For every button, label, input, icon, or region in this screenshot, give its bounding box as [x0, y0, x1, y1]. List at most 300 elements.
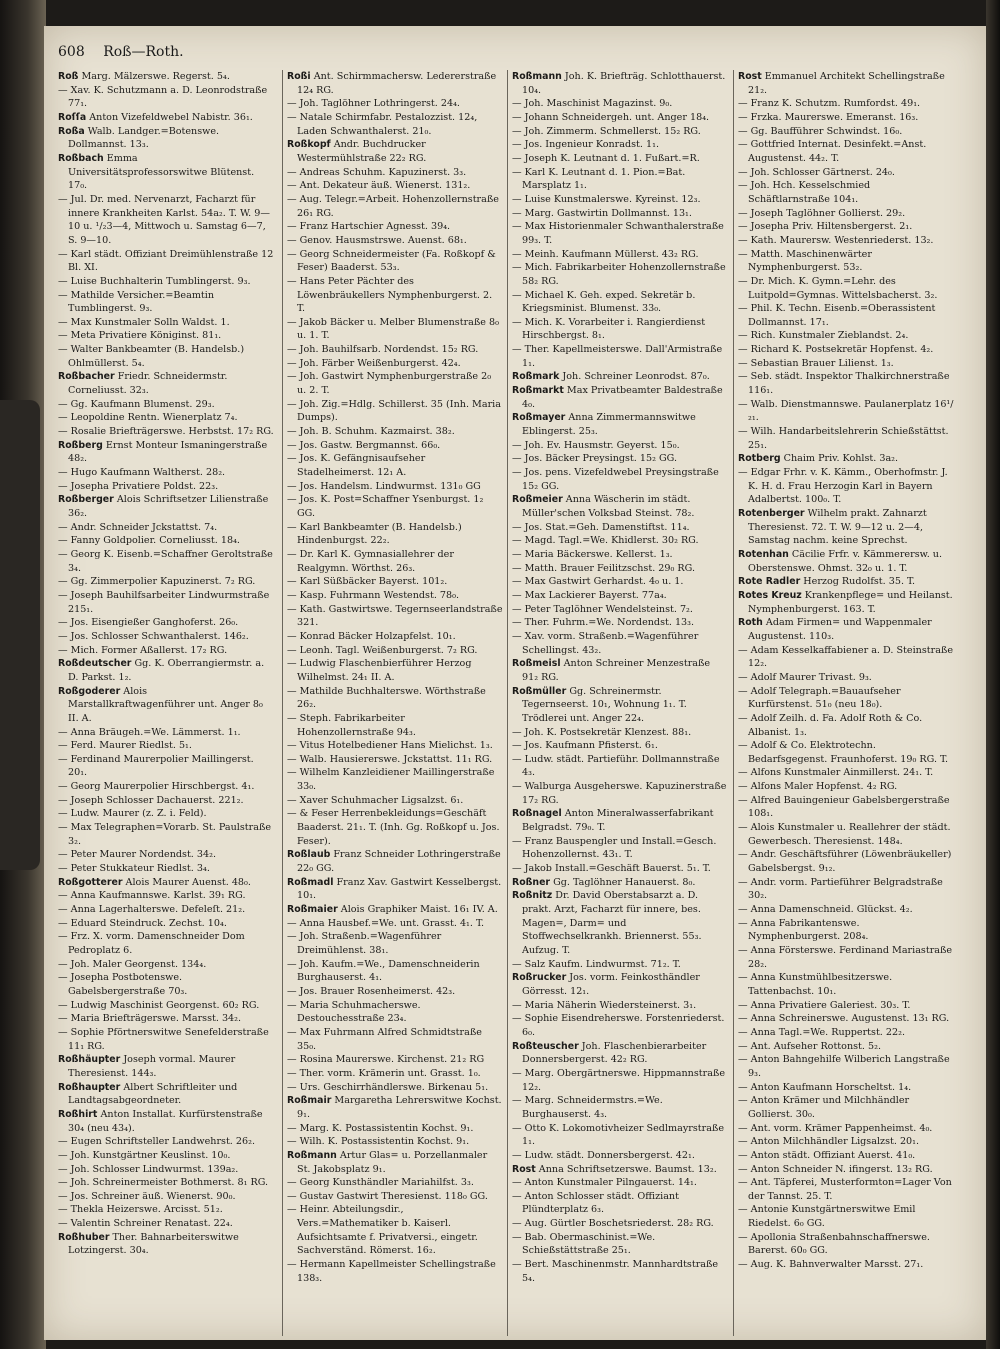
directory-entry: [287, 1053, 503, 1067]
entry-text: Anton Installat. Kurfürstenstraße 30₄ (neu 43₄).: [68, 1108, 263, 1134]
directory-entry: [738, 739, 954, 766]
directory-entry: [738, 616, 954, 643]
directory-entry: [738, 876, 954, 903]
surname-heading: Roßmadl: [287, 876, 334, 888]
entry-text: — Jos. Handelsm. Lindwurmst. 131₀ GG: [287, 480, 481, 492]
entry-text: — Franz K. Schutzm. Rumfordst. 49₁.: [738, 98, 921, 110]
entry-text: Franz Schneider Lothringerstraße 22₀ GG.: [297, 849, 501, 875]
entry-text: — Alfred Bauingenieur Gabelsbergerstraße 108₁.: [738, 794, 950, 820]
directory-entry: [287, 1081, 503, 1095]
directory-entry: [287, 575, 503, 589]
directory-entry: [512, 780, 728, 807]
directory-entry: [287, 521, 503, 548]
surname-heading: Rotenhan: [738, 548, 789, 560]
entry-text: — Phil. K. Techn. Eisenb.=Oberassistent Dollmannst. 17₁.: [738, 303, 936, 328]
directory-entry: [512, 138, 728, 152]
surname-heading: Roßmeisl: [512, 658, 561, 670]
entry-text: — Kasp. Fuhrmann Westendst. 78₀.: [287, 589, 460, 601]
directory-entry: [512, 261, 728, 288]
entry-text: — Andr. vorm. Partieführer Belgradstraße 30₂.: [738, 876, 943, 902]
entry-text: — Adolf Maurer Trivast. 9₃.: [738, 671, 872, 683]
directory-entry: [512, 384, 728, 411]
directory-entry: [738, 903, 954, 917]
directory-entry: [738, 1135, 954, 1149]
directory-entry: [287, 452, 503, 479]
directory-entry: [58, 1053, 274, 1080]
surname-heading: Roßmeier: [512, 494, 563, 506]
entry-text: — Max Kunstmaler Solln Waldst. 1.: [58, 316, 230, 328]
directory-entry: [287, 1067, 503, 1081]
directory-entry: [287, 1026, 503, 1053]
directory-entry: [512, 835, 728, 862]
entry-text: — Joh. Zimmerm. Schmellerst. 15₂ RG.: [512, 125, 701, 137]
directory-entry: [512, 493, 728, 520]
surname-heading: Roßgotterer: [58, 876, 123, 888]
directory-entry: [287, 903, 503, 917]
entry-text: — Anna Kaufmannswe. Karlst. 39₁ RG.: [58, 890, 246, 902]
entry-text: — Sophie Eisendreherswe. Forstenriederst. 6₀.: [512, 1013, 725, 1038]
entry-text: — Johann Schneidergeh. unt. Anger 18₄.: [512, 111, 710, 123]
directory-entry: [738, 944, 954, 971]
entry-text: Marg. Mälzerswe. Regerst. 5₄.: [81, 71, 230, 82]
surname-heading: Roßhäupter: [58, 1054, 121, 1066]
directory-entry: [58, 1176, 274, 1190]
directory-entry: [58, 1012, 274, 1026]
entry-text: — Ant. Aufseher Rottonst. 5₂.: [738, 1040, 881, 1052]
directory-entry: [287, 739, 503, 753]
entry-text: — Gg. Kaufmann Blumenst. 29₃.: [58, 398, 215, 410]
entry-text: — Josepha Postbotenswe. Gabelsbergerstraße 70₃.: [58, 972, 188, 997]
directory-entry: [738, 329, 954, 343]
entry-text: — Adam Kesselkaffabiener a. D. Steinstraße 12₂.: [738, 644, 953, 670]
directory-entry: [738, 275, 954, 302]
directory-entry: [58, 316, 274, 330]
directory-entry: [58, 425, 274, 439]
entry-text: — Seb. städt. Inspektor Thalkirchnerstraße 116₁.: [738, 371, 950, 397]
directory-entry: [512, 166, 728, 193]
directory-entry: [738, 398, 954, 425]
directory-entry: [287, 712, 503, 739]
entry-text: Gg. Taglöhner Hanauerst. 8₀.: [553, 876, 696, 888]
entry-text: — Adolf Zeilh. d. Fa. Adolf Roth & Co. Albanist. 1₃.: [738, 712, 923, 738]
entry-text: — Alfons Maler Hopfenst. 4₂ RG.: [738, 781, 898, 793]
directory-entry: [287, 807, 503, 848]
directory-entry: [287, 1190, 503, 1204]
entry-text: — Jos. K. Gefängnisaufseher Stadelheimerst. 12₁ A.: [287, 453, 426, 479]
directory-entry: [58, 1203, 274, 1217]
entry-text: — Rosina Maurerswe. Kirchenst. 21₂ RG: [287, 1054, 485, 1066]
directory-entry: [512, 1190, 728, 1217]
entry-text: — Kath. Maurersw. Westenriederst. 13₂.: [738, 234, 934, 246]
directory-entry: [287, 398, 503, 425]
entry-text: — Fanny Goldpolier. Corneliusst. 18₄.: [58, 535, 240, 547]
directory-entry: [738, 766, 954, 780]
entry-text: Franz Xav. Gastwirt Kesselbergst. 10₁.: [297, 876, 502, 902]
surname-heading: Roßner: [512, 876, 551, 888]
directory-entry: [58, 739, 274, 753]
directory-entry: [287, 603, 503, 630]
entry-text: — Sebastian Brauer Lilienst. 1₃.: [738, 357, 894, 369]
entry-text: — Xaver Schuhmacher Ligsalzst. 6₁.: [287, 794, 464, 806]
directory-entry: [512, 466, 728, 493]
directory-entry: [287, 425, 503, 439]
directory-entry: [738, 575, 954, 589]
directory-entry: [738, 370, 954, 397]
directory-entry: [287, 166, 503, 180]
entry-text: — Anton Schneider N. ifingerst. 13₂ RG.: [738, 1163, 933, 1175]
surname-heading: Roßhuber: [58, 1231, 110, 1243]
directory-entry: [287, 958, 503, 985]
entry-text: — Maria Briefträgerswe. Marsst. 34₂.: [58, 1013, 242, 1025]
surname-heading: Roßnagel: [512, 808, 562, 820]
surname-heading: Roßmann: [512, 71, 562, 82]
entry-text: — Maria Näherin Wiedersteinerst. 3₁.: [512, 999, 697, 1011]
directory-entry: [58, 903, 274, 917]
directory-entry: [287, 70, 503, 97]
entry-text: — Franz Hartschier Agnesst. 39₄.: [287, 221, 451, 233]
entry-text: Emmanuel Architekt Schellingstraße 21₂.: [748, 71, 945, 96]
entry-text: — Mich. Former Aßallerst. 17₂ RG.: [58, 644, 228, 656]
surname-heading: Roßberg: [58, 439, 103, 451]
entry-text: — Josepha Priv. Hiltensbergerst. 2₁.: [738, 221, 913, 233]
entry-text: — Jakob Install.=Geschäft Bauerst. 5₁. T.: [512, 863, 711, 875]
entry-text: — Karl K. Leutnant d. 1. Pion.=Bat. Marsplatz 1₁.: [512, 166, 686, 192]
entry-text: — Hans Peter Pächter des Löwenbräukellers Nymphenburgerst. 2. T.: [287, 275, 493, 315]
directory-entry: [738, 848, 954, 875]
entry-text: Cäcilie Frfr. v. Kämmerersw. u. Oberstenswe. Ohmst. 32₀ u. 1. T.: [748, 548, 943, 574]
directory-entry: [287, 357, 503, 371]
directory-entry: [287, 97, 503, 111]
directory-entry: [58, 917, 274, 931]
directory-entry: [287, 370, 503, 397]
entry-text: — Anna Damenschneid. Glückst. 4₂.: [738, 904, 913, 916]
entry-text: — Anna Tagl.=We. Ruppertst. 22₂.: [738, 1026, 906, 1038]
directory-entry: [58, 480, 274, 494]
surname-heading: Roßmaier: [287, 904, 338, 916]
entry-text: — Heinr. Abteilungsdir., Vers.=Mathematiker b. Kaiserl. Aufsichtsamte f. Privatversi., eingetr. Sachverständ. Römerst. 16₂.: [287, 1204, 478, 1257]
directory-entry: [512, 548, 728, 562]
entry-text: — Jos. K. Post=Schaffner Ysenburgst. 1₂ GG.: [287, 494, 484, 519]
entry-text: — Anna Privatiere Galeriest. 30₃. T.: [738, 999, 911, 1011]
directory-entry: [287, 685, 503, 712]
entry-text: — Eduard Steindruck. Zechst. 10₄.: [58, 917, 227, 929]
directory-entry: [58, 616, 274, 630]
directory-entry: [738, 166, 954, 180]
entry-text: — Joseph K. Leutnant d. 1. Fußart.=R.: [512, 152, 700, 164]
entry-text: — Franz Bauspengler und Install.=Gesch. Hohenzollernst. 43₁. T.: [512, 835, 717, 861]
directory-entry: [58, 794, 274, 808]
entry-text: — Matth. Maschinenwärter Nymphenburgerst. 53₂.: [738, 248, 872, 274]
directory-entry: [287, 1149, 503, 1176]
directory-entry: [512, 589, 728, 603]
entry-text: — Frzka. Maurerswe. Emeranst. 16₃.: [738, 111, 919, 123]
entry-text: — Georg Kunsthändler Mariahilfst. 3₃.: [287, 1177, 474, 1189]
directory-entry: [58, 889, 274, 903]
directory-entry: [58, 1026, 274, 1053]
entry-text: — Jos. Schlosser Schwanthalerst. 146₂.: [58, 630, 249, 642]
directory-entry: [58, 248, 274, 275]
entry-text: — Ludw. städt. Donnersbergerst. 42₁.: [512, 1149, 695, 1161]
entry-text: — Anna Fabrikantenswe. Nymphenburgerst. 208₄.: [738, 917, 869, 943]
entry-text: — Apollonia Straßenbahnschaffnerswe. Barerst. 60₀ GG.: [738, 1231, 930, 1257]
entry-text: — Joh. Schlosser Lindwurmst. 139a₂.: [58, 1163, 239, 1175]
entry-text: — Steph. Fabrikarbeiter Hohenzollernstraße 94₃.: [287, 712, 416, 738]
entry-text: — Alois Kunstmaler u. Reallehrer der städt. Gewerbesch. Theresienst. 148₄.: [738, 822, 951, 847]
entry-text: — Edgar Frhr. v. K. Kämm., Oberhofmstr. J. K. H. d. Frau Herzogin Karl in Bayern Adalbertst. 100₀. T.: [738, 467, 948, 506]
directory-entry: [512, 343, 728, 370]
directory-entry: [58, 289, 274, 316]
entry-text: — Bab. Obermaschinist.=We. Schießstättstraße 25₁.: [512, 1231, 656, 1257]
entry-text: — Georg Schneidermeister (Fa. Roßkopf & Feser) Baaderst. 53₃.: [287, 248, 496, 274]
entry-text: — Jos. Bäcker Preysingst. 15₂ GG.: [512, 453, 678, 465]
directory-entry: [287, 630, 503, 644]
directory-entry: [512, 876, 728, 890]
directory-entry: [738, 1040, 954, 1054]
entry-text: Alois Graphiker Maist. 16₁ IV. A.: [340, 904, 498, 916]
directory-entry: [58, 193, 274, 248]
directory-entry: [58, 1163, 274, 1177]
entry-text: — Anna Kunstmühlbesitzerswe. Tattenbachst. 10₁.: [738, 972, 893, 997]
entry-text: — Karl städt. Offiziant Dreimühlenstraße 12 Bl. XI.: [58, 248, 274, 274]
entry-text: — Meta Privatiere Königinst. 81₁.: [58, 330, 222, 342]
entry-text: — Gustav Gastwirt Theresienst. 118₀ GG.: [287, 1190, 488, 1202]
directory-entry: [512, 958, 728, 972]
directory-entry: [287, 234, 503, 248]
entry-text: Anton Vizefeldwebel Nabistr. 36₁.: [89, 111, 253, 123]
entry-text: Margaretha Lehrerswitwe Kochst. 9₁.: [297, 1095, 502, 1120]
entry-text: — Ludw. städt. Partieführ. Dollmannstraße 4₃.: [512, 753, 720, 779]
directory-entry: [287, 275, 503, 316]
entry-text: — Konrad Bäcker Holzapfelst. 10₁.: [287, 630, 456, 642]
entry-text: — Jos. Kaufmann Pfisterst. 6₁.: [512, 740, 658, 752]
entry-text: — Joseph Bauhilfsarbeiter Lindwurmstraße 215₁.: [58, 589, 270, 615]
directory-entry: [58, 466, 274, 480]
directory-entry: [58, 657, 274, 684]
entry-text: Anna Zimmermannswitwe Eblingerst. 25₃.: [522, 412, 696, 438]
entry-text: — Joh. Gastwirt Nymphenburgerstraße 2₀ u. 2. T.: [287, 371, 492, 397]
entry-text: — Gottfried Internat. Desinfekt.=Anst. Augustenst. 44₂. T.: [738, 139, 927, 164]
entry-text: — Xav. vorm. Straßenb.=Wagenführer Schellingst. 43₂.: [512, 630, 699, 656]
directory-entry: [512, 1176, 728, 1190]
entry-text: — Wilh. K. Postassistentin Kochst. 9₁.: [287, 1136, 470, 1148]
directory-entry: [738, 1258, 954, 1272]
entry-text: — Mathilde Buchhalterswe. Wörthstraße 26₂.: [287, 685, 486, 711]
entry-text: — Valentin Schreiner Renatast. 22₄.: [58, 1218, 233, 1230]
directory-entry: [287, 493, 503, 520]
directory-entry: [512, 111, 728, 125]
surname-heading: Rost: [738, 71, 762, 82]
directory-entry: [58, 685, 274, 726]
directory-entry: [58, 70, 274, 84]
entry-text: — Anna Schreinerswe. Augustenst. 13₁ RG.: [738, 1013, 950, 1025]
directory-entry: [738, 1149, 954, 1163]
directory-entry: [738, 1203, 954, 1230]
entry-text: — Anton Bahngehilfe Wilberich Langstraße 9₃.: [738, 1054, 950, 1079]
directory-entry: [58, 398, 274, 412]
directory-entry: [512, 726, 728, 740]
directory-entry: [512, 1217, 728, 1231]
directory-entry: [512, 248, 728, 262]
entry-text: — Adolf Telegraph.=Bauaufseher Kurfürstenst. 51₀ (neu 18₀).: [738, 685, 901, 711]
directory-entry: [512, 603, 728, 617]
entry-text: — Joh. Zig.=Hdlg. Schillerst. 35 (Inh. Maria Dumps).: [287, 398, 501, 424]
directory-entry: [58, 726, 274, 740]
directory-entry: [738, 685, 954, 712]
entry-text: — Anna Lagerhalterswe. Defeleſt. 21₂.: [58, 904, 246, 916]
directory-entry: [738, 821, 954, 848]
directory-entry: [738, 794, 954, 821]
directory-entry: [512, 753, 728, 780]
directory-entry: [738, 138, 954, 165]
entry-text: — Salz Kaufm. Lindwurmst. 71₂. T.: [512, 958, 681, 970]
directory-entry: [287, 248, 503, 275]
directory-entry: [738, 644, 954, 671]
directory-entry: [512, 971, 728, 998]
directory-entry: [738, 1094, 954, 1121]
entry-text: — Vitus Hotelbediener Hans Mielichst. 1₃.: [287, 740, 493, 752]
directory-entry: [58, 1190, 274, 1204]
surname-heading: Rotenberger: [738, 508, 805, 519]
entry-text: — Aug. K. Bahnverwalter Marsst. 27₁.: [738, 1259, 924, 1271]
directory-entry: [738, 179, 954, 206]
entry-text: — Joh. K. Postsekretär Klenzest. 88₁.: [512, 726, 692, 738]
entry-text: — Magd. Tagl.=We. Khidlerst. 30₂ RG.: [512, 535, 699, 547]
directory-entry: [738, 220, 954, 234]
directory-entry: [512, 316, 728, 343]
entry-text: — Urs. Geschirrhändlerswe. Birkenau 5₁.: [287, 1081, 489, 1093]
directory-entry: [58, 575, 274, 589]
entry-text: — Joh. Maschinist Magazinst. 9₀.: [512, 98, 673, 110]
directory-entry: [738, 999, 954, 1013]
entry-text: — Aug. Gürtler Boschetsriederst. 28₂ RG.: [512, 1218, 714, 1230]
entry-text: — Jakob Bäcker u. Melber Blumenstraße 8₀ u. 1. T.: [287, 316, 499, 342]
entry-text: — Otto K. Lokomotivheizer Sedlmayrstraße 1₁.: [512, 1122, 725, 1148]
entry-text: Alois Schriftsetzer Lilienstraße 36₂.: [68, 494, 269, 519]
entry-text: — Rich. Kunstmaler Zieblandst. 2₄.: [738, 330, 909, 342]
entry-text: Ther. Bahnarbeiterswitwe Lotzingerst. 30₄.: [68, 1231, 239, 1257]
directory-entry: [287, 179, 503, 193]
surname-heading: Roßkopf: [287, 139, 331, 151]
directory-entry: [287, 999, 503, 1026]
entry-text: — Joh. Taglöhner Lothringerst. 24₄.: [287, 98, 460, 110]
directory-entry: [287, 193, 503, 220]
directory-entry: [738, 207, 954, 221]
directory-entry: [512, 97, 728, 111]
entry-text: Alois Maurer Auenst. 48₀.: [125, 876, 251, 888]
directory-entry: [512, 411, 728, 438]
directory-entry: [512, 630, 728, 657]
entry-text: — Gg. Baufführer Schwindst. 16₀.: [738, 125, 903, 137]
directory-entry: [512, 739, 728, 753]
entry-text: — Richard K. Postsekretär Hopfenst. 4₂.: [738, 344, 934, 356]
directory-entry: [738, 712, 954, 739]
column-1: [58, 70, 274, 1336]
directory-entry: [58, 343, 274, 370]
column-4: [733, 70, 954, 1336]
directory-entry: [58, 999, 274, 1013]
entry-text: — Antonie Kunstgärtnerswitwe Emil Riedelst. 6₀ GG.: [738, 1204, 916, 1230]
directory-entry: [512, 125, 728, 139]
directory-entry: [58, 848, 274, 862]
entry-text: Joh. Flaschenbierarbeiter Donnersbergerst. 42₂ RG.: [522, 1040, 707, 1066]
entry-text: — Anna Hausbef.=We. unt. Grasst. 4₁. T.: [287, 917, 485, 929]
entry-text: — Joh. Bauhilfsarb. Nordendst. 15₂ RG.: [287, 344, 479, 356]
directory-entry: [58, 1108, 274, 1135]
entry-text: — Leopoldine Rentn. Wienerplatz 7₄.: [58, 412, 238, 424]
directory-entry: [58, 862, 274, 876]
entry-text: — Walb. Hausiererswe. Jckstattst. 11₁ RG.: [287, 753, 493, 765]
surname-heading: Roßmüller: [512, 685, 567, 697]
directory-entry: [58, 84, 274, 111]
directory-entry: [58, 630, 274, 644]
surname-heading: Roßdeutscher: [58, 658, 132, 670]
directory-entry: [287, 1122, 503, 1136]
directory-entry: [738, 507, 954, 548]
entry-text: — Andreas Schuhm. Kapuzinerst. 3₃.: [287, 166, 467, 178]
entry-text: Artur Glas= u. Porzellanmaler St. Jakobsplatz 9₁.: [297, 1149, 488, 1175]
directory-entry: [512, 616, 728, 630]
directory-entry: [512, 1231, 728, 1258]
directory-entry: [58, 329, 274, 343]
entry-text: — Andr. Geschäftsführer (Löwenbräukeller) Gabelsbergst. 9₁₂.: [738, 849, 952, 875]
entry-text: — Ludwig Maschinist Georgenst. 60₂ RG.: [58, 999, 260, 1011]
directory-entry: [58, 275, 274, 289]
entry-text: — Sophie Pförtnerswitwe Senefelderstraße 11₁ RG.: [58, 1026, 269, 1052]
directory-entry: [58, 807, 274, 821]
entry-text: — & Feser Herrenbekleidungs=Geschäft Baaderst. 21₁. T. (Inh. Gg. Roßkopf u. Jos. Feser).: [287, 808, 500, 847]
directory-entry: [287, 753, 503, 767]
entry-text: — Natale Schirmfabr. Pestalozzist. 12₄, Laden Schwanthalerst. 21₀.: [287, 111, 478, 137]
entry-text: — Alfons Kunstmaler Ainmillerst. 24₁. T.: [738, 767, 934, 779]
column-2: [282, 70, 503, 1336]
directory-entry: [738, 1026, 954, 1040]
directory-entry: [738, 589, 954, 616]
directory-entry: [287, 316, 503, 343]
directory-entry: [738, 548, 954, 575]
entry-text: Friedr. Schneidermstr. Corneliusst. 32₃.: [68, 371, 228, 397]
surname-heading: Roßmayer: [512, 412, 566, 424]
entry-text: — Walburga Ausgeherswe. Kapuzinerstraße 17₂ RG.: [512, 781, 727, 806]
directory-entry: [738, 234, 954, 248]
entry-text: — Marg. Obergärtnerswe. Hippmannstraße 12₂.: [512, 1067, 726, 1093]
entry-text: — Max Telegraphen=Vorarb. St. Paulstraße 3₂.: [58, 822, 272, 847]
entry-text: Adam Firmen= und Wappenmaler Augustenst. 110₃.: [748, 617, 932, 642]
directory-entry: [738, 111, 954, 125]
entry-text: — Joh. B. Schuhm. Kazmairst. 38₂.: [287, 426, 455, 438]
entry-text: Anton Mineralwasserfabrikant Belgradst. 79₀. T.: [522, 808, 714, 834]
directory-entry: [287, 343, 503, 357]
entry-text: — Joh. Straßenb.=Wagenführer Dreimühlenst. 38₁.: [287, 931, 442, 956]
entry-text: — Genov. Hausmstrswe. Auenst. 68₁.: [287, 234, 467, 246]
entry-text: — Marg. K. Postassistentin Kochst. 9₁.: [287, 1122, 474, 1134]
directory-entry: [738, 1053, 954, 1080]
surname-heading: Roßhaupter: [58, 1081, 121, 1093]
directory-entry: [58, 1081, 274, 1108]
entry-text: — Anton Kaufmann Horscheltst. 1₄.: [738, 1081, 912, 1093]
directory-entry: [512, 562, 728, 576]
directory-entry: [287, 589, 503, 603]
directory-entry: [512, 521, 728, 535]
directory-entry: [512, 220, 728, 247]
surname-heading: Roßmark: [512, 371, 560, 383]
entry-text: Anna Wäscherin im städt. Müller'schen Volksbad Steinst. 78₂.: [522, 494, 695, 519]
directory-entry: [512, 1122, 728, 1149]
entry-text: — Adolf & Co. Elektrotechn. Bedarfsgegenst. Fraunhoferst. 19₀ RG. T.: [738, 740, 949, 765]
page-header: [58, 44, 958, 66]
entry-text: — Jos. Schreiner äuß. Wienerst. 90₀.: [58, 1190, 236, 1202]
entry-text: — Frz. X. vorm. Damenschneider Dom Pedroplatz 6.: [58, 931, 245, 956]
directory-entry: [738, 1231, 954, 1258]
